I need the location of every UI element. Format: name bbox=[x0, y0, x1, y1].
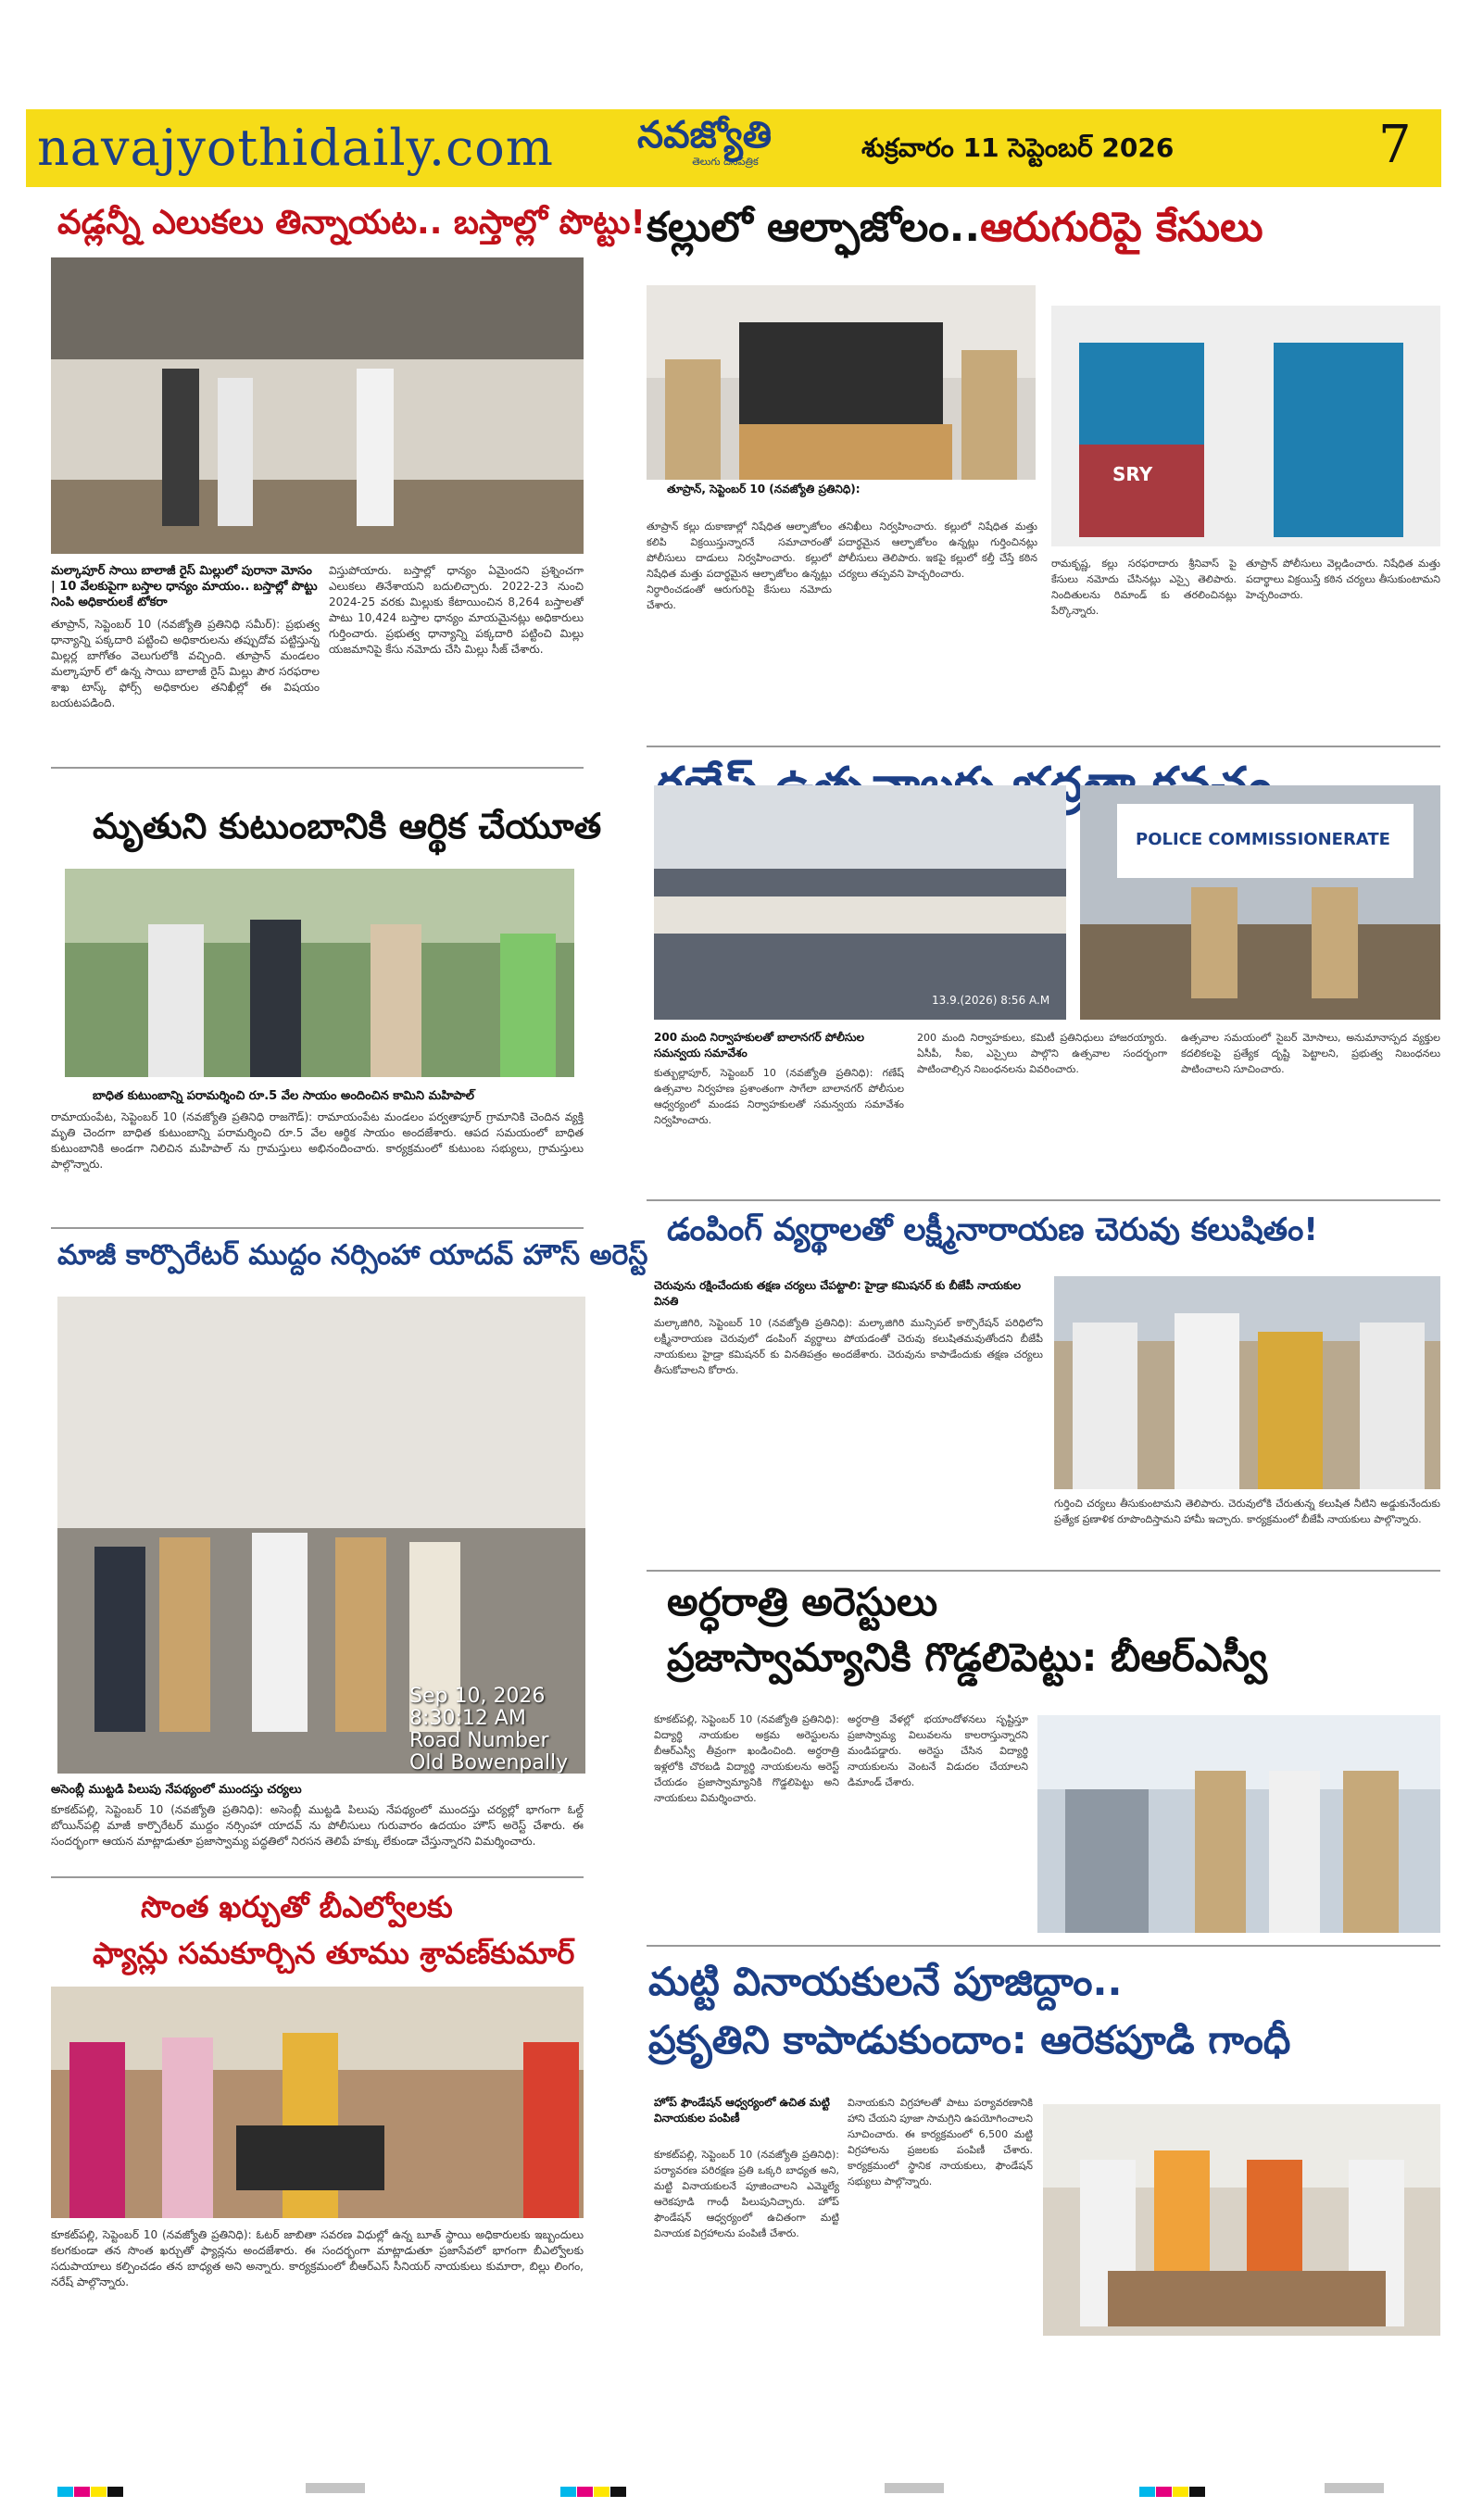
a5-photo-caption: తూప్రాన్, సెప్టెంబర్ 10 (నవజ్యోతి ప్రతినిధి): bbox=[667, 483, 861, 495]
a6-photo-commissionerate bbox=[1080, 785, 1440, 1020]
gray-registration-bar bbox=[1325, 2483, 1384, 2493]
a9-headline-line2: ప్రకృతిని కాపాడుకుందాం: ఆరెకపూడి గాంధీ bbox=[648, 2017, 1291, 2062]
a7-caption: చెరువును రక్షించేందుకు తక్షణ చర్యలు చేపట్టాలి: హైడ్రా కమిషనర్ కు బీజేపీ నాయకుల వినతి bbox=[654, 1279, 1022, 1308]
a1-caption: మల్కాపూర్ సాయి బాలాజీ రైస్ మిల్లులో పురానా మోసం | 10 వేలకుపైగా బస్తాల ధాన్యం మాయం.. బస్తాల్లో పొట్టు నింపి అధికారులకే టోకరా bbox=[51, 564, 318, 609]
a6-photo-meeting bbox=[654, 785, 1066, 1020]
color-registration-mark bbox=[57, 2483, 124, 2501]
a7-body: మల్కాజిగిరి, సెప్టెంబర్ 10 (నవజ్యోతి ప్రతినిధి): మల్కాజిగిరి మున్సిపల్ కార్పొరేషన్ పరిధిలోని లక్ష్మీనారాయణ చెరువులో డంపింగ్ వ్యర్థాలు పోయడంతో చెరువు కలుషితమవుతోందని బీజేపీ నాయకులు హైడ్రా కమిషనర్ కు వినతిపత్రం అందజేశారు. చెరువును కాపాడేందుకు తక్షణ చర్యలు తీసుకోవాలని కోరారు. bbox=[654, 1317, 1043, 1376]
section-divider bbox=[51, 767, 584, 769]
a6-body-col1: కుత్బుల్లాపూర్, సెప్టెంబర్ 10 (నవజ్యోతి ప్రతినిధి): గణేష్ ఉత్సవాల నిర్వహణ ప్రశాంతంగా సాగేలా బాలానగర్ పోలీసుల ఆధ్వర్యంలో మండప నిర్వాహకులతో సమన్వయ సమావేశం నిర్వహించారు. bbox=[654, 1067, 904, 1126]
a4-headline-line2: ఫ్యాన్లు సమకూర్చిన తూము శ్రావణ్‌కుమార్ bbox=[93, 1936, 575, 1971]
stamp-line: Sep 10, 2026 8:30:12 AM bbox=[409, 1685, 546, 1730]
a5-body-col1: తూప్రాన్ కల్లు దుకాణాల్లో నిషేధిత ఆల్ఫాజోలం కలిపి విక్రయిస్తున్నారనే సమాచారంతో పోలీసులు దాడులు నిర్వహించారు. కల్లులో నిషేధిత మత్తు పదార్థమైన ఆల్ఫాజోలం ఉన్నట్లు నిర్ధారించడంతో ఆరుగురిపై కేసులు నమోదు చేశారు. bbox=[647, 520, 832, 611]
a1-body-col1: తూప్రాన్, సెప్టెంబర్ 10 (నవజ్యోతి ప్రతినిధి సమీర్): ప్రభుత్వ ధాన్యాన్ని పక్కదారి పట్టించి అధికారులను తప్పుదోవ పట్టిస్తున్న మిల్లర్ల బాగోతం వెలుగులోకి వచ్చింది. తూప్రాన్ మండలం మల్కాపూర్ లో ఉన్న సాయి బాలాజీ రైస్ మిల్లు పౌర సరఫరాల శాఖ టాస్క్ ఫోర్స్ అధికారుల తనిఖీల్లో ఈ విషయం బయటపడింది. bbox=[51, 618, 320, 709]
section-divider bbox=[647, 1945, 1440, 1947]
section-divider bbox=[647, 746, 1440, 747]
a2-body: రామాయంపేట, సెప్టెంబర్ 10 (నవజ్యోతి ప్రతినిధి రాజగౌడ్): రామాయంపేట మండలం పర్వతాపూర్ గ్రామానికి చెందిన వ్యక్తి మృతి చెందగా బాధిత కుటుంబాన్ని పరామర్శించి రూ.5 వేల ఆర్థిక సాయం అందజేశారు. ఆపద సమయంలో బాధిత కుటుంబానికి అండగా నిలిచిన మహిపాల్ ను గ్రామస్తులు అభినందించారు. కార్యక్రమంలో కుటుంబ సభ్యులు, గ్రామస్తులు పాల్గొన్నారు. bbox=[51, 1110, 584, 1171]
a7-headline: డంపింగ్ వ్యర్థాలతో లక్ష్మీనారాయణ చెరువు కలుషితం! bbox=[667, 1211, 1318, 1248]
a7-body-col2: గుర్తించి చర్యలు తీసుకుంటామని తెలిపారు. చెరువులోకి చేరుతున్న కలుషిత నీటిని అడ్డుకునేందుకు ప్రత్యేక ప్రణాళిక రూపొందిస్తామని హామీ ఇచ్చారు. కార్యక్రమంలో బీజేపీ నాయకులు పాల్గొన్నారు. bbox=[1054, 1498, 1440, 1525]
a8-body-col1: కూకట్‌పల్లి, సెప్టెంబర్ 10 (నవజ్యోతి ప్రతినిధి): విద్యార్థి నాయకుల అక్రమ అరెస్టులను బీఆర్ఎస్వీ తీవ్రంగా ఖండించింది. అర్ధరాత్రి ఇళ్లలోకి చొరబడి విద్యార్థి నాయకులను అరెస్ట్ చేయడం ప్రజాస్వామ్యానికి గొడ్డలిపెట్టు అని నాయకులు విమర్శించారు. bbox=[654, 1713, 839, 1804]
a9-headline-line1: మట్టి వినాయకులనే పూజిద్దాం.. bbox=[648, 1959, 1123, 2004]
a6-body-col2: 200 మంది నిర్వాహకులు, కమిటీ ప్రతినిధులు హాజరయ్యారు. ఏసీపీ, సీఐ, ఎస్సైలు పాల్గొని ఉత్సవాల సందర్భంగా పాటించాల్సిన నిబంధనలను వివరించారు. bbox=[917, 1032, 1167, 1075]
a9-body-col2: వినాయకుని విగ్రహాలతో పాటు పర్యావరణానికి హాని చేయని పూజా సామగ్రిని ఉపయోగించాలని సూచించారు. ఈ కార్యక్రమంలో 6,500 మట్టి విగ్రహాలను ప్రజలకు పంపిణీ చేశారు. కార్యక్రమంలో స్థానిక నాయకులు, ఫౌండేషన్ సభ్యులు పాల్గొన్నారు. bbox=[848, 2097, 1033, 2188]
a4-headline-line1: సొంత ఖర్చుతో బీఎల్వోలకు bbox=[141, 1889, 453, 1924]
a9-body-col1: కూకట్‌పల్లి, సెప్టెంబర్ 10 (నవజ్యోతి ప్రతినిధి): పర్యావరణ పరిరక్షణ ప్రతి ఒక్కరి బాధ్యత అని, మట్టి వినాయకులనే పూజించాలని ఎమ్మెల్యే ఆరెకపూడి గాంధీ పిలుపునిచ్చారు. హోప్ ఫౌండేషన్ ఆధ్వర్యంలో ఉచితంగా మట్టి వినాయక విగ్రహాలను పంపిణీ చేశారు. bbox=[654, 2149, 839, 2239]
section-divider bbox=[647, 1570, 1440, 1572]
a5-body-col3: రామకృష్ణ, కల్లు సరఫరాదారు శ్రీనివాస్ పై కేసులు నమోదు చేసినట్లు ఎస్సై తెలిపారు. నిందితులను రిమాండ్ కు తరలించినట్లు పేర్కొన్నారు. bbox=[1051, 558, 1237, 617]
section-divider bbox=[647, 1199, 1440, 1201]
a4-body: కూకట్‌పల్లి, సెప్టెంబర్ 10 (నవజ్యోతి ప్రతినిధి): ఓటర్ జాబితా సవరణ విధుల్లో ఉన్న బూత్ స్థాయి అధికారులకు ఇబ్బందులు కలగకుండా తన సొంత ఖర్చుతో ఫ్యాన్లను అందజేశారు. ఈ సందర్భంగా మాట్లాడుతూ ప్రజాసేవలో భాగంగా బీఎల్వోలకు సదుపాయాలు కల్పించడం తన బాధ్యత అని అన్నారు. కార్యక్రమంలో బీఆర్ఎస్ సీనియర్ నాయకులు కుమారా, బిల్లు లింగం, నరేష్ పాల్గొన్నారు. bbox=[51, 2228, 584, 2288]
stamp-line: Road Number bbox=[409, 1729, 549, 1752]
a5-headline-part2: ఆరుగురిపై కేసులు bbox=[980, 204, 1263, 251]
a6-photo-timestamp: 13.9.(2026) 8:56 A.M bbox=[932, 994, 1050, 1007]
a8-photo-police-station bbox=[1037, 1715, 1440, 1933]
section-divider bbox=[51, 1227, 584, 1229]
a9-caption: హోప్ ఫౌండేషన్ ఆధ్వర్యంలో ఉచిత మట్టి వినాయకుల పంపిణీ bbox=[654, 2096, 830, 2125]
section-divider bbox=[51, 1876, 584, 1878]
page-number: 7 bbox=[1378, 115, 1412, 175]
a6-body-col3: ఉత్సవాల సమయంలో సైబర్ మోసాలు, అనుమానాస్పద వ్యక్తుల కదలికలపై ప్రత్యేక దృష్టి పెట్టాలని, ప్రభుత్వ నిబంధనలు పాటించాలని సూచించారు. bbox=[1181, 1032, 1440, 1075]
issue-date: శుక్రవారం 11 సెప్టెంబర్ 2026 bbox=[861, 132, 1175, 163]
a2-photo-group bbox=[65, 869, 574, 1077]
a7-photo-petition bbox=[1054, 1276, 1440, 1489]
logo-tagline: తెలుగు దినపత్రిక bbox=[692, 156, 759, 168]
gray-registration-bar bbox=[306, 2483, 365, 2493]
site-name[interactable]: navajyothidaily.com bbox=[37, 119, 554, 177]
a3-photo-house-arrest bbox=[57, 1297, 585, 1774]
a3-photo-stamp bbox=[409, 1686, 581, 1774]
a6-caption: 200 మంది నిర్వాహకులతో బాలానగర్ పోలీసుల సమన్వయ సమావేశం bbox=[654, 1031, 864, 1059]
a4-photo-fans bbox=[51, 1987, 584, 2218]
a8-headline-line2: ప్రజాస్వామ్యానికి గొడ్డలిపెట్టు: బీఆర్ఎస్వీ bbox=[667, 1635, 1267, 1680]
a6-headline: భద్రతా bbox=[1012, 758, 1136, 813]
a5-body-col2: తనిఖీలు నిర్వహించారు. కల్లులో నిషేధిత మత్తు పదార్థమైన ఆల్ఫాజోలం ఉన్నట్లు గుర్తించినట్లు పోలీసులు తెలిపారు. ఇకపై కల్లులో కల్తీ చేస్తే కఠిన చర్యలు తప్పవని హెచ్చరించారు. bbox=[838, 520, 1037, 580]
color-registration-mark bbox=[560, 2483, 627, 2501]
a3-body: కూకట్‌పల్లి, సెప్టెంబర్ 10 (నవజ్యోతి ప్రతినిధి): అసెంబ్లీ ముట్టడి పిలుపు నేపథ్యంలో ముందస్తు చర్యల్లో భాగంగా ఓల్డ్ బోయిన్‌పల్లి మాజీ కార్పొరేటర్ ముద్దం నర్సింహా యాదవ్ ను పోలీసులు గురువారం ఉదయం హౌస్ అరెస్ట్ చేశారు. ఈ సందర్భంగా ఆయన మాట్లాడుతూ ప్రజాస్వామ్య పద్ధతిలో నిరసన తెలిపే హక్కు లేకుండా చేస్తున్నారని విమర్శించారు. bbox=[51, 1803, 584, 1848]
newspaper-logo bbox=[637, 115, 813, 182]
a5-photo-police bbox=[647, 285, 1036, 480]
a1-headline: వడ్లన్నీ ఎలుకలు తిన్నాయట.. బస్తాల్లో పొట్టు! bbox=[57, 204, 646, 242]
a3-headline: మాజీ కార్పొరేటర్ ముద్దం నర్సింహా యాదవ్ హౌస్ అరెస్ట్ bbox=[57, 1239, 648, 1272]
a3-caption: అసెంబ్లీ ముట్టడి పిలుపు నేపథ్యంలో ముందస్తు చర్యలు bbox=[51, 1783, 302, 1797]
a9-photo-ganesh-idols bbox=[1043, 2104, 1440, 2336]
a2-headline: మృతుని కుటుంబానికి ఆర్థిక చేయూత bbox=[93, 806, 602, 846]
a5-crate-label: SRY bbox=[1112, 463, 1153, 485]
a8-headline-line1: అర్ధరాత్రి అరెస్టులు bbox=[667, 1579, 938, 1624]
a5-headline-part1: కల్లులో ఆల్ఫాజోలం.. bbox=[647, 204, 981, 251]
a1-body-col2: విస్తుపోయారు. బస్తాల్లో ధాన్యం ఏమైందని ప్రశ్నించగా ఎలుకలు తినేశాయని బదులిచ్చారు. 2022-23 నుంచి 2024-25 వరకు మిల్లుకు కేటాయించిన 8,264 బస్తాలతో పాటు 10,424 బస్తాల ధాన్యం మాయమైనట్లు అధికారులు గుర్తించారు. ప్రభుత్వ ధాన్యాన్ని పక్కదారి పట్టించి మిల్లు యజమానిపై కేసు నమోదు చేసి మిల్లు సీజ్ చేశారు. bbox=[329, 564, 584, 656]
gray-registration-bar bbox=[885, 2483, 944, 2493]
a1-photo-warehouse bbox=[51, 257, 584, 554]
stamp-line: Old Bowenpally bbox=[409, 1751, 569, 1774]
a5-body-col4: తూప్రాన్ పోలీసులు వెల్లడించారు. నిషేధిత మత్తు పదార్థాలు విక్రయిస్తే కఠిన చర్యలు తీసుకుంటామని హెచ్చరించారు. bbox=[1246, 558, 1440, 601]
a5-headline bbox=[647, 204, 1263, 261]
logo-text: నవజ్యోతి bbox=[637, 114, 773, 157]
a6-banner-text: POLICE COMMISSIONERATE bbox=[1136, 830, 1390, 849]
a5-photo-crates bbox=[1051, 306, 1440, 546]
color-registration-mark bbox=[1139, 2483, 1206, 2501]
a2-caption: బాధిత కుటుంబాన్ని పరామర్శించి రూ.5 వేల సాయం అందించిన కామిని మహిపాల్ bbox=[93, 1089, 474, 1103]
a8-body-col2: అర్ధరాత్రి వేళల్లో భయాందోళనలు సృష్టిస్తూ ప్రజాస్వామ్య విలువలను కాలరాస్తున్నారని మండిపడ్డారు. అరెస్టు చేసిన విద్యార్థి నాయకులను వెంటనే విడుదల చేయాలని డిమాండ్ చేశారు. bbox=[848, 1713, 1028, 1788]
